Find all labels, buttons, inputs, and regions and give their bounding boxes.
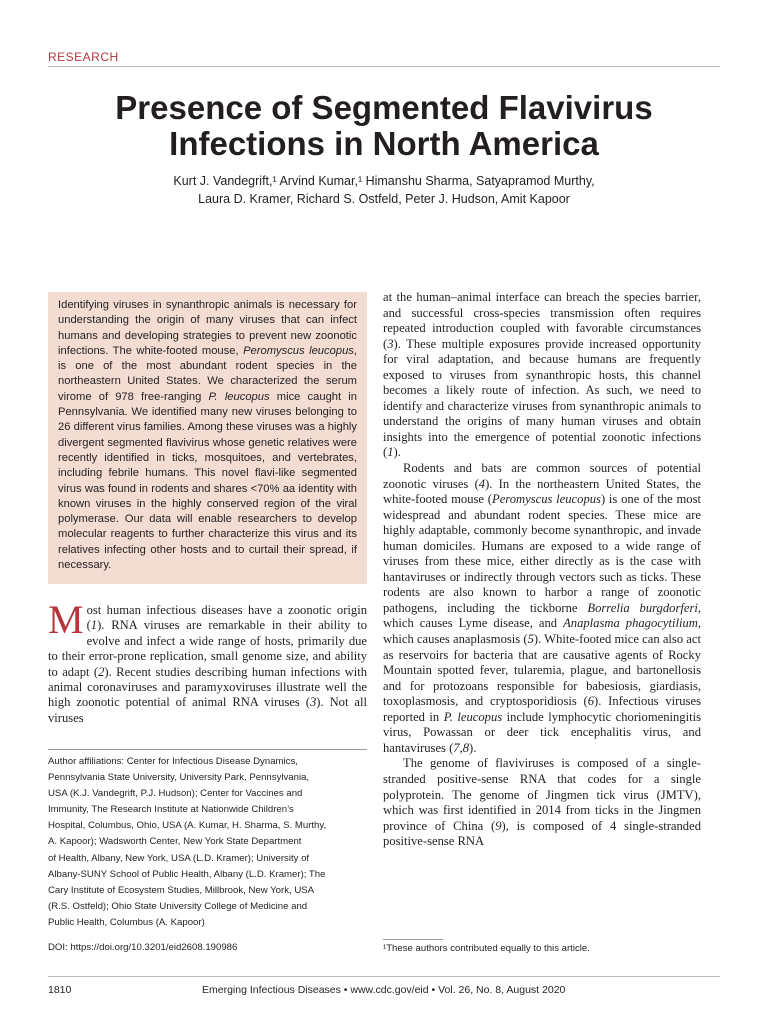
body-column-left: [48, 597, 368, 726]
text-segment: , which causes Lyme disease, and: [383, 600, 701, 631]
species-name: P. leucopus: [208, 390, 270, 403]
species-name: Anaplasma phagocytilium: [563, 616, 698, 631]
text-segment: ) is one of the most widespread and abundant rodent species. These mice are highly adaptable, commonly become synanthropic, and invade human domiciles. Humans are exposed to a wide range of viruses from these mice, either directly as is the case with hantaviruses or indirectly through vectors such as ticks. These rodents are also known to harbor a range of zoonotic pathogens, including the tickborne: [383, 492, 701, 615]
species-name: P. leucopus: [443, 709, 503, 724]
citation-ref: 7,8: [453, 740, 470, 755]
citation-ref: 6: [587, 694, 595, 709]
text-segment: ). Not all viruses: [48, 695, 367, 725]
citation-ref: 1: [387, 445, 394, 460]
text-segment: ost human infectious diseases have a zoonotic origin (: [86, 603, 367, 633]
affiliation-line: Public Health, Columbus (A. Kapoor): [48, 916, 205, 928]
text-segment: ). RNA viruses are remarkable in their ability to evolve and infect a wide range of hosts, primarily due to their error-prone replication, small genome size, and ability to adapt (: [48, 618, 367, 679]
affiliation-line: Hospital, Columbus, Ohio, USA (A. Kumar, H. Sharma, S. Murthy,: [48, 820, 327, 832]
affiliation-rule: [48, 749, 367, 750]
abstract-text: [58, 298, 357, 573]
affiliation-line: A. Kapoor); Wadsworth Center, New York State Department: [48, 836, 302, 848]
author-affiliations: [48, 754, 367, 931]
author-list: [60, 172, 708, 208]
citation-ref: 3: [309, 695, 317, 710]
affiliation-line: Author affiliations: Center for Infectious Disease Dynamics,: [48, 756, 298, 767]
species-name: Peromyscus leucopus: [492, 492, 601, 507]
text-segment: at the human–animal interface can breach the species barrier, and successful cross-species transmission often requires repeated introduction coupled with favorable circumstances (: [383, 290, 701, 351]
text-segment: include lymphocytic choriomeningitis virus, Powassan or deer tick encephalitis virus, and hantaviruses (: [383, 709, 701, 755]
text-segment: ).: [393, 445, 401, 460]
affiliation-line: Cary Institute of Ecosystem Studies, Millbrook, New York, USA: [48, 884, 315, 896]
affiliation-line: USA (K.J. Vandegrift, P.J. Hudson); Center for Vaccines and: [48, 788, 303, 800]
journal-info: Emerging Infectious Diseases • www.cdc.gov/eid • Vol. 26, No. 8, August 2020: [201, 984, 566, 996]
body-paragraph: [383, 461, 701, 756]
body-column-right: [383, 290, 701, 850]
footnote-rule: [383, 939, 443, 940]
abstract-segment: Identifying viruses in synanthropic animals is necessary for understanding the origin of many viruses that can infect humans and developing strategies to prevent new zoonotic infections. The white-footed mouse,: [58, 299, 357, 357]
abstract-segment: , is one of the most abundant rodent species in the northeastern United States. We characterized the serum virome of 978 free-ranging: [58, 344, 357, 403]
abstract-segment: mice caught in Pennsylvania. We identified many new viruses belonging to 26 different virus families. Among these viruses was a highly divergent segmented flavivirus whose genetic relatives were recently identified in ticks, mosquitoes, and vertebrates, including febrile humans. This novel flavi-like segmented virus was found in rodents and shares <70% aa identity with known viruses in the highly conserved region of the viral polymerase. Our data will enable researchers to develop molecular reagents to further characterize this virus and its relatives infecting other hosts and to curtail their spread, if necessary.: [58, 390, 357, 572]
citation-ref: 1: [90, 618, 98, 633]
page-footer: [48, 976, 720, 996]
author-line: Kurt J. Vandegrift,¹ Arvind Kumar,¹ Himanshu Sharma, Satyapramod Murthy,: [173, 174, 595, 188]
affiliation-line: Pennsylvania State University, University Park, Pennsylvania,: [48, 772, 310, 784]
article-title: Presence of Segmented Flavivirus Infections in North America: [115, 89, 653, 162]
text-segment: The genome of flaviviruses is composed of a single-stranded positive-sense RNA that codes for a single polyprotein. The genome of Jingmen tick virus (JMTV), which was first identified in 2014 from ticks in the Jingmen province of China (: [383, 756, 701, 833]
citation-ref: 9: [495, 818, 502, 833]
text-segment: ).: [469, 740, 477, 755]
affiliation-line: Immunity, The Research Institute at Nationwide Children’s: [48, 804, 294, 816]
doi-link[interactable]: DOI: https://doi.org/10.3201/eid2608.190986: [48, 942, 238, 953]
intro-paragraph: [48, 597, 368, 726]
abstract: [48, 292, 367, 584]
text-segment: ). These multiple exposures provide increased opportunity for viral adaptation, and because humans are frequently exposed to viruses from synanthropic hosts, this channel becomes a likely route of infection. As such, we need to identify and characterize viruses from synanthropic animals to understand the origins of many human viruses and obtain insights into the emergence of potential zoonotic infections (: [383, 336, 701, 460]
author-line: Laura D. Kramer, Richard S. Ostfeld, Peter J. Hudson, Amit Kapoor: [198, 192, 570, 206]
citation-ref: 3: [387, 336, 394, 351]
page-number: 1810: [48, 984, 72, 996]
species-name: Borrelia burgdorferi: [587, 600, 698, 615]
text-segment: , which causes anaplasmosis (: [383, 616, 701, 647]
citation-ref: 4: [478, 476, 486, 491]
footer-spacer: [696, 984, 720, 996]
body-paragraph: [383, 290, 701, 461]
citation-ref: 2: [98, 664, 105, 679]
section-label: RESEARCH: [48, 50, 119, 64]
text-segment: Rodents and bats are common sources of potential zoonotic viruses (: [383, 461, 701, 491]
text-segment: ), is composed of 4 single-stranded positive-sense RNA: [383, 818, 701, 849]
text-segment: ). Recent studies describing human infections with animal coronaviruses and paramyxoviruses illustrate well the high zoonotic potential of animal RNA viruses (: [48, 664, 368, 710]
body-paragraph: [383, 756, 701, 849]
species-name: Peromyscus leucopus: [243, 344, 354, 357]
affiliation-line: of Health, Albany, New York, USA (L.D. Kramer); University of: [48, 852, 310, 864]
header-rule: [48, 66, 720, 67]
affiliation-line: Albany-SUNY School of Public Health, Albany (L.D. Kramer); The: [48, 868, 326, 880]
drop-cap: M: [48, 597, 84, 642]
text-segment: ). Infectious viruses reported in: [383, 694, 701, 724]
citation-ref: 5: [527, 632, 534, 647]
text-segment: ). In the northeastern United States, the white-footed mouse (: [383, 476, 701, 507]
affiliation-line: (R.S. Ostfeld); Ohio State University College of Medicine and: [48, 900, 308, 912]
footnote: ¹These authors contributed equally to this article.: [383, 943, 590, 954]
text-segment: ). White-footed mice can also act as reservoirs for bacteria that are causative agents of Rocky Mountain spotted fever, tularemia, plague, and bartonellosis and for protozoans responsible for babesiosis, giardiasis, toxoplasmosis, and cryptosporidiosis (: [383, 632, 701, 709]
